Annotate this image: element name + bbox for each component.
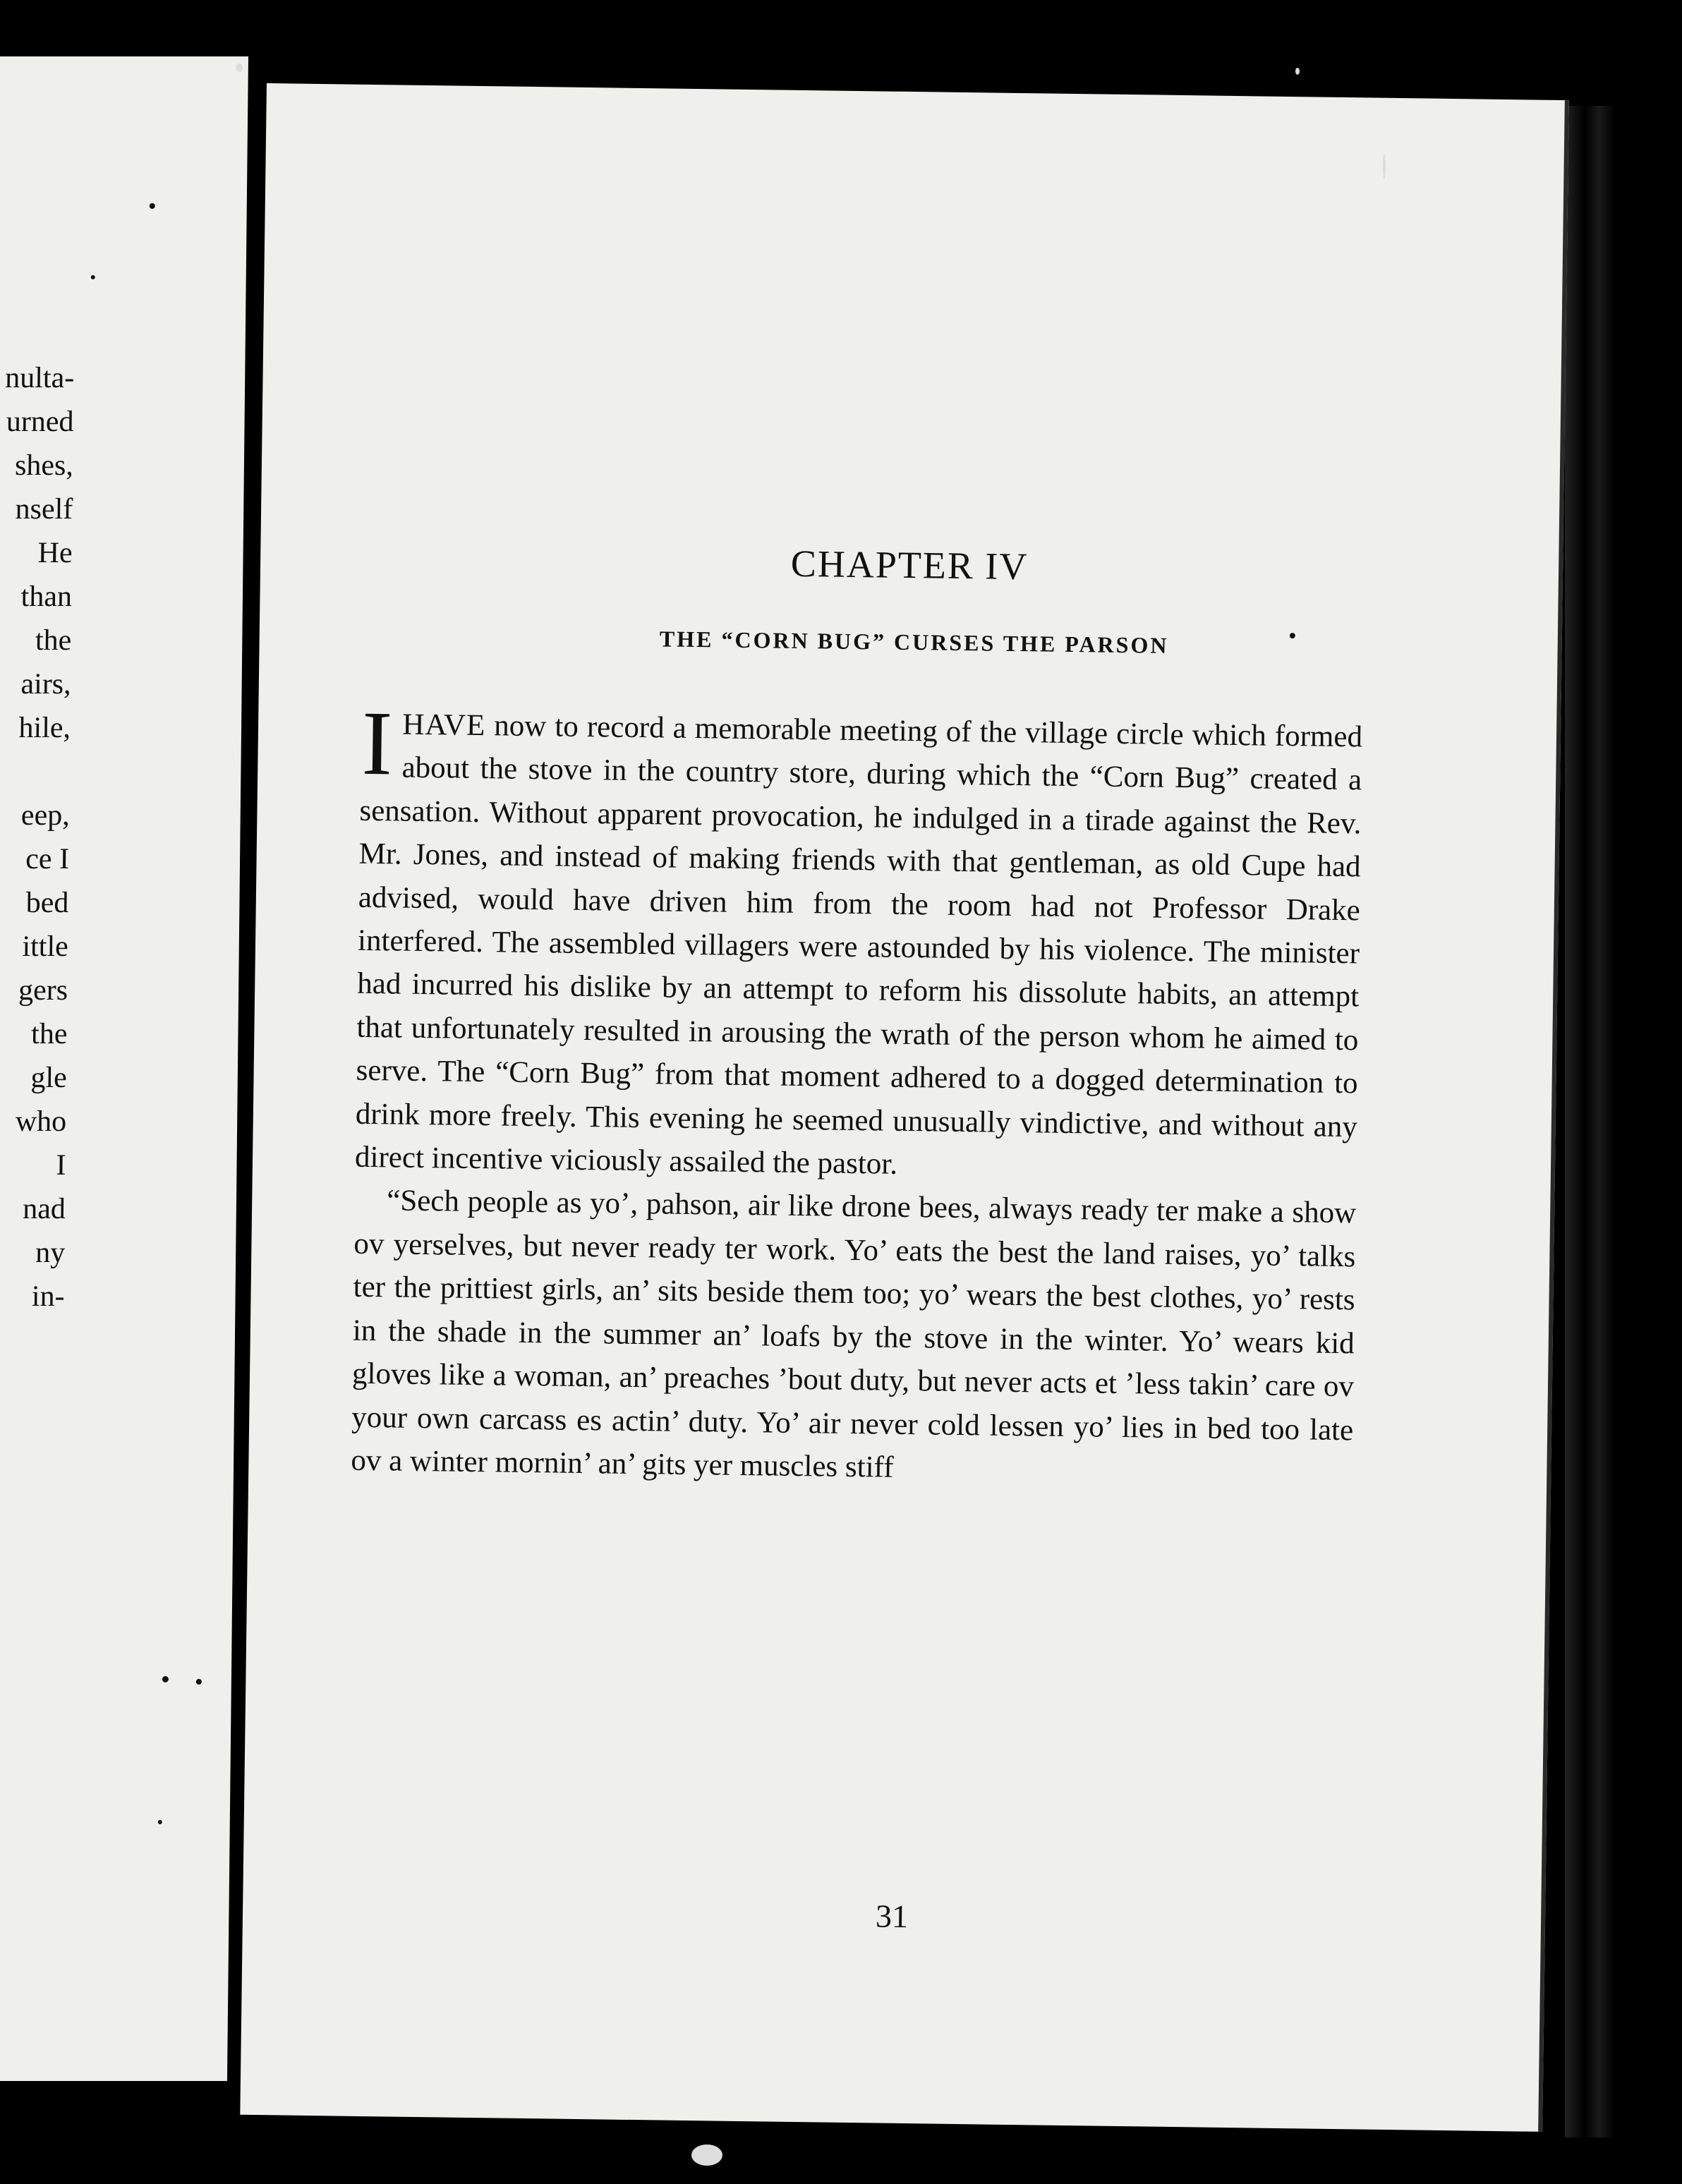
ink-speck [158,1820,162,1824]
left-page-line-fragment: gle [30,1062,68,1094]
left-page-line-fragment: nad [22,1193,66,1225]
left-page-line-fragment: ittle [22,930,69,963]
ink-speck [196,1679,202,1685]
left-page-line-fragment: nself [15,493,73,526]
page-edge-shadow [1565,106,1614,2137]
left-page-line-fragment: bed [25,887,69,919]
left-page-line-fragment: nulta- [5,362,75,394]
left-page-line-fragment: ny [35,1237,66,1269]
dust-speck [1295,68,1300,75]
left-page-line-fragment: eep, [20,799,70,832]
ink-speck [1290,633,1295,638]
left-page-line-fragment: the [30,1018,68,1050]
left-page-line-fragment: shes, [14,449,74,482]
paragraph-1-text: now to record a memorable meeting of the village circle which formed about the stove in the country store, during which the “Corn Bug” created a sensation. Without apparent provocation, he indulged in a tirade against the Rev. Mr. Jones, and instead of making friends with that gentleman, as old Cupe had advised, would have driven him from the room had not Professor Drake interfered. The assembled villagers were astounded by his violence. The minister had incurred his dislike by an attempt to reform his dissolute habits, an attempt that unfortunately resulted in arousing the wrath of the person whom he aimed to serve. The “Corn Bug” from that moment adhered to a dogged determination to drink more freely. This evening he seemed unusually vindictive, and without any direct incentive viciously assailed the pastor. [354,709,1363,1181]
left-page-line-fragment: I [56,1149,66,1182]
paragraph-1 [354,692,1363,1192]
left-page-line-fragment: He [37,537,73,569]
chapter-title: THE “CORN BUG” CURSES THE PARSON [659,626,1169,658]
dust-speck [236,63,243,72]
left-page-line-fragment: urned [6,406,74,438]
left-page [0,56,248,2081]
dust-speck [691,2144,722,2166]
right-page [240,83,1569,2132]
ink-speck [91,275,95,279]
left-page-line-fragment: hile, [18,712,71,744]
left-page-line-fragment: ce I [25,843,70,875]
left-page-line-fragment: gers [18,974,68,1007]
left-page-line-fragment [0,750,71,794]
page-number: 31 [875,1898,909,1935]
ink-speck [162,1676,169,1682]
left-page-text-fragments [0,356,75,1318]
left-page-line-fragment: airs, [20,668,71,700]
body-text [351,692,1363,1496]
chapter-number: CHAPTER IV [790,542,1029,588]
paragraph-2: “Sech people as yo’, pahson, air like drone bees, always ready ter make a show ov yerselves, but never ready ter work. Yo’ eats the best the land raises, yo’ talks ter the prittiest girls, an’ sits beside them too; yo’ wears the best clothes, yo’ rests in the shade in the summer an’ loafs by the stove in the winter. Yo’ wears kid gloves like a woman, an’ preaches ’bout duty, but never acts et ’less takin’ care ov your own carcass es actin’ duty. Yo’ air never cold lessen yo’ lies in bed too late ov a winter mornin’ an’ gits yer muscles stiff [351,1184,1357,1484]
left-page-line-fragment: who [15,1105,67,1138]
ink-speck [150,203,155,209]
left-page-line-fragment: in- [31,1280,65,1313]
opening-word: HAVE [402,708,486,743]
left-page-line-fragment: than [20,581,73,613]
drop-cap: I [361,692,393,795]
dust-speck [1383,154,1386,179]
left-page-line-fragment: the [35,624,72,657]
